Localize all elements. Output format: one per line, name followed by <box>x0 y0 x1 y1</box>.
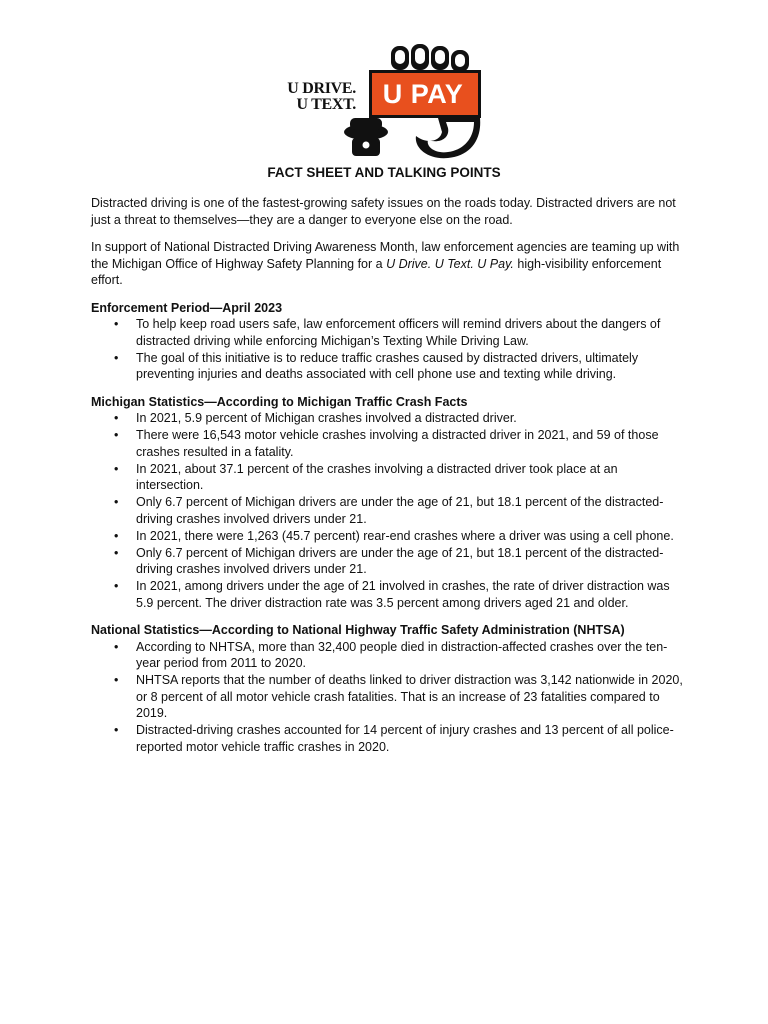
list-item: • Only 6.7 percent of Michigan drivers are under the age of 21, but 18.1 percent of the distracted-driving crashes involved drivers under 21. <box>91 494 683 527</box>
list-item: • In 2021, 5.9 percent of Michigan crashes involved a distracted driver. <box>91 410 683 427</box>
list-item: • In 2021, there were 1,263 (45.7 percent) rear-end crashes where a driver was using a cell phone. <box>91 528 683 545</box>
list-item: • In 2021, among drivers under the age of 21 involved in crashes, the rate of driver distraction was 5.9 percent. The driver distraction rate was 3.5 percent among drivers aged 21 and older. <box>91 578 683 611</box>
national-statistics-heading: National Statistics—According to National Highway Traffic Safety Administration (NHTSA) <box>91 623 625 637</box>
list-item: • The goal of this initiative is to reduce traffic crashes caused by distracted drivers, ultimately preventing injuries and deaths associated with cell phone use and texting while driving. <box>91 350 683 383</box>
michigan-statistics-list <box>91 410 683 611</box>
enforcement-list <box>91 316 683 383</box>
logo-badge-text: U PAY <box>382 79 464 109</box>
logo-line-2: U TEXT. <box>296 96 356 113</box>
logo-line-1: U DRIVE. <box>287 80 356 97</box>
document-body <box>91 195 683 766</box>
list-item: • NHTSA reports that the number of deaths linked to driver distraction was 3,142 nationwide in 2020, or 8 percent of all motor vehicle crash fatalities. That is an increase of 23 fatalities compared to 2019. <box>91 672 683 722</box>
intro-paragraph-2 <box>91 239 683 289</box>
enforcement-heading: Enforcement Period—April 2023 <box>91 300 283 315</box>
intro-text-before: In support of National Distracted Driving Awareness Month, law enforcement agencies are teaming up with the Michigan Office of Highway Safety Planning for a <box>91 240 680 271</box>
campaign-logo <box>284 44 484 160</box>
list-item: • Only 6.7 percent of Michigan drivers are under the age of 21, but 18.1 percent of the distracted-driving crashes involved drivers under 21. <box>91 545 683 578</box>
list-item: • There were 16,543 motor vehicle crashes involving a distracted driver in 2021, and 59 of those crashes resulted in a fatality. <box>91 427 683 460</box>
list-item: • To help keep road users safe, law enforcement officers will remind drivers about the dangers of distracted driving while enforcing Michigan’s Texting While Driving Law. <box>91 316 683 349</box>
intro-paragraph-1: Distracted driving is one of the fastest-growing safety issues on the roads today. Distracted drivers are not just a threat to themselves—they are a danger to everyone else on the road. <box>91 196 676 227</box>
campaign-name: U Drive. U Text. U Pay. <box>386 256 514 271</box>
list-item: • In 2021, about 37.1 percent of the crashes involving a distracted driver took place at an intersection. <box>91 461 683 494</box>
intro-text-after: high-visibility enforcement effort. <box>91 256 662 287</box>
page-title: FACT SHEET AND TALKING POINTS <box>267 165 501 180</box>
michigan-statistics-heading: Michigan Statistics—According to Michigan Traffic Crash Facts <box>91 394 468 409</box>
list-item: • According to NHTSA, more than 32,400 people died in distraction-affected crashes over the ten-year period from 2011 to 2020. <box>91 639 683 672</box>
national-statistics-list <box>91 639 683 756</box>
list-item: • Distracted-driving crashes accounted for 14 percent of injury crashes and 13 percent of all police-reported motor vehicle traffic crashes in 2020. <box>91 722 683 755</box>
